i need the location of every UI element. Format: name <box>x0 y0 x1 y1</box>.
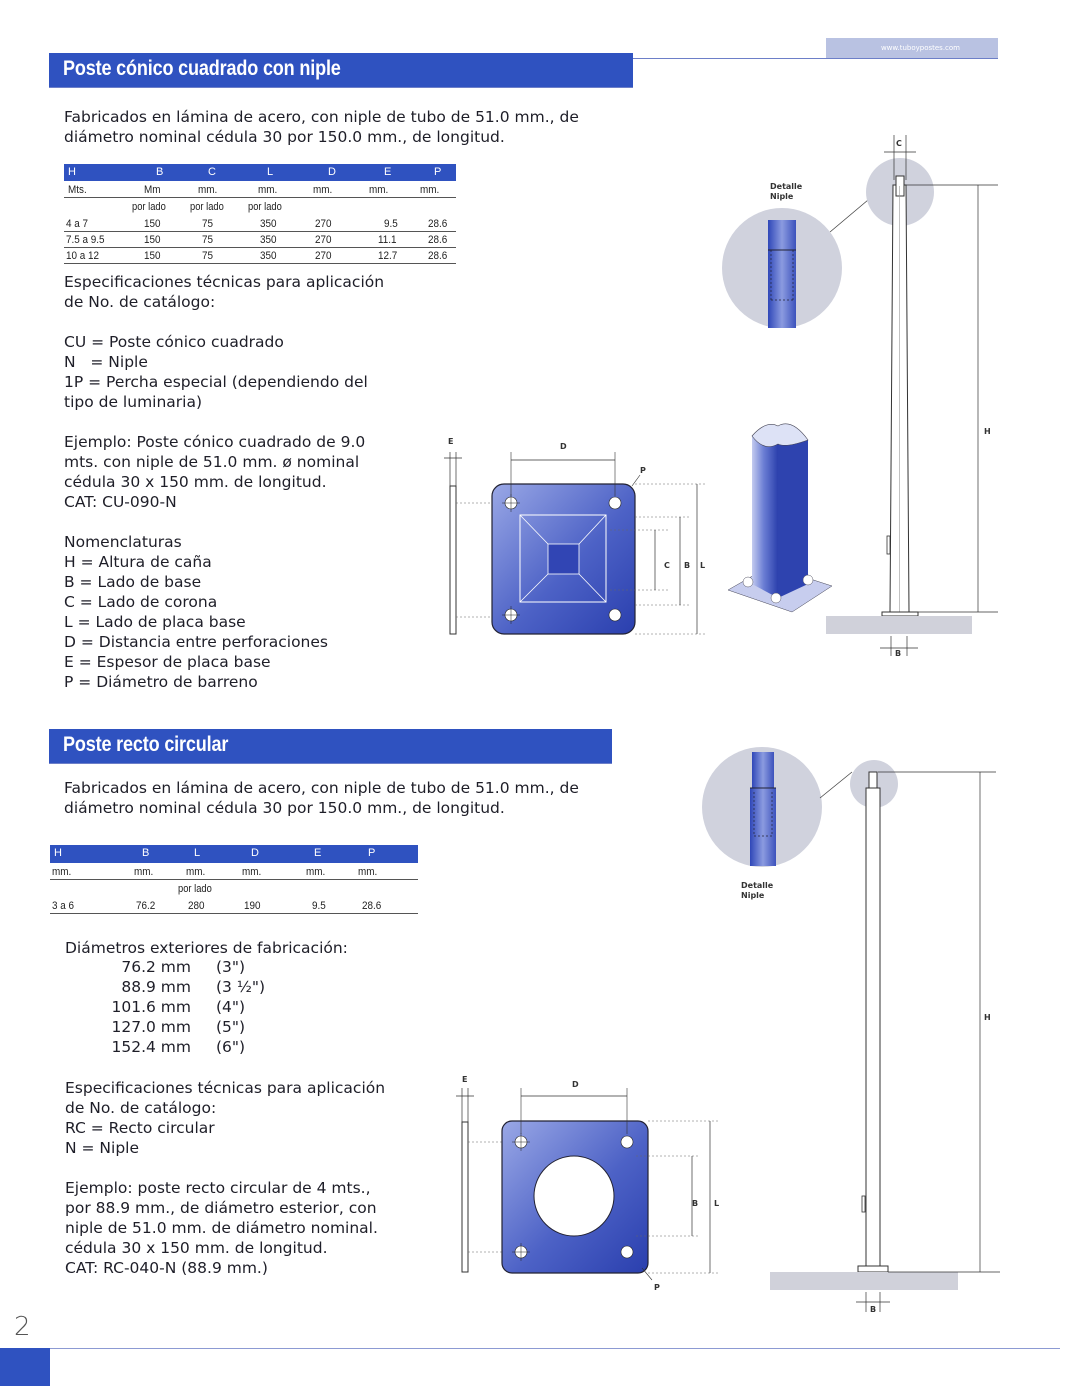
table-cell: 150 <box>144 250 161 262</box>
diameter-inch: (3") <box>216 958 246 976</box>
diameter-inch: (4") <box>216 998 246 1016</box>
table-divider <box>64 263 456 264</box>
header-e: E <box>314 847 322 859</box>
diameter-inch: (3 ½") <box>216 978 266 996</box>
table-cell: 350 <box>260 250 277 262</box>
table-cell: 75 <box>202 250 214 262</box>
unit-cell: mm. <box>420 184 440 196</box>
niple-detail <box>768 220 796 328</box>
unit-cell: mm. <box>358 866 378 878</box>
table-cell: 28.6 <box>428 234 448 246</box>
dim-d-label: D <box>560 442 567 451</box>
section1-spec-table <box>64 164 456 268</box>
header-d: D <box>328 166 336 178</box>
table-divider <box>50 879 418 880</box>
header-e: E <box>384 166 392 178</box>
plate-side <box>462 1122 468 1272</box>
unit-cell: mm. <box>52 866 72 878</box>
unit-cell: Mm <box>144 184 161 196</box>
circular-pole <box>866 788 880 1266</box>
section2-title: Poste recto circular <box>49 729 612 763</box>
dim-l-label: L <box>714 1199 720 1208</box>
header-b: B <box>156 166 164 178</box>
dim-b-label: B <box>895 649 902 658</box>
diameter-inch: (5") <box>216 1018 246 1036</box>
diameter-inch: (6") <box>216 1038 246 1056</box>
table-cell: 270 <box>315 250 332 262</box>
section1-drawings <box>440 120 1020 680</box>
table-cell: 11.1 <box>378 234 397 246</box>
table-header-row <box>50 845 418 863</box>
table-cell: 150 <box>144 234 161 246</box>
ground <box>770 1272 958 1290</box>
subunit-cell: por lado <box>248 201 282 213</box>
dim-b2-label: B <box>684 561 691 570</box>
footer-rule <box>50 1348 1060 1349</box>
section1-intro: Fabricados en lámina de acero, con niple de tubo de 51.0 mm., de diámetro nominal cédula 30 por 150.0 mm., de longitud. <box>64 108 579 146</box>
unit-cell: mm. <box>369 184 389 196</box>
section1-codes: CU = Poste cónico cuadrado N = Niple 1P = Percha especial (dependiendo del tipo de luminaria) <box>64 333 368 411</box>
dim-l-label: L <box>700 561 706 570</box>
section1-title: Poste cónico cuadrado con niple <box>49 53 633 87</box>
ground <box>826 616 972 634</box>
diameter-list <box>0 958 300 1062</box>
unit-cell: Mts. <box>68 184 87 196</box>
table-cell: 12.7 <box>378 250 398 262</box>
unit-cell: mm. <box>313 184 333 196</box>
table-cell: 9.5 <box>384 218 398 230</box>
dim-h-label: H <box>984 427 991 436</box>
diameter-mm: 76.2 mm <box>121 958 191 976</box>
subunit-cell: por lado <box>190 201 224 213</box>
table-divider <box>50 913 418 914</box>
table-cell: 270 <box>315 234 332 246</box>
table-cell: 9.5 <box>312 900 326 912</box>
section2-intro: Fabricados en lámina de acero, con niple de tubo de 51.0 mm., de diámetro nominal cédula 30 por 150.0 mm., de longitud. <box>64 779 579 817</box>
table-cell: 76.2 <box>136 900 156 912</box>
dim-d-label: D <box>572 1080 579 1089</box>
table-cell: 28.6 <box>428 250 448 262</box>
table-cell: 3 a 6 <box>52 900 75 912</box>
page-number: 2 <box>14 1312 31 1342</box>
section1-spec: Especificaciones técnicas para aplicación de No. de catálogo: <box>64 273 385 311</box>
unit-cell: mm. <box>258 184 278 196</box>
table-cell: 10 a 12 <box>66 250 100 262</box>
table-cell: 28.6 <box>362 900 382 912</box>
section1-detail-label: Detalle Niple <box>770 182 803 201</box>
header-h: H <box>68 166 76 178</box>
header-l: L <box>194 847 201 859</box>
table-cell: 350 <box>260 234 277 246</box>
plate-side <box>450 486 456 634</box>
table-cell: 75 <box>202 234 214 246</box>
table-divider <box>64 197 456 198</box>
diameter-mm: 88.9 mm <box>121 978 191 996</box>
unit-cell: mm. <box>306 866 326 878</box>
table-cell: 4 a 7 <box>66 218 89 230</box>
header-p: P <box>368 847 376 859</box>
unit-cell: mm. <box>186 866 206 878</box>
table-header-row <box>64 164 456 181</box>
subunit-cell: por lado <box>132 201 166 213</box>
header-rule <box>630 58 998 59</box>
dim-p-label: P <box>654 1283 660 1292</box>
dim-e-label: E <box>462 1075 468 1084</box>
section2-diam-title: Diámetros exteriores de fabricación: <box>65 939 348 957</box>
table-cell: 7.5 a 9.5 <box>66 234 105 246</box>
section1-nomenclature: Nomenclaturas H = Altura de caña B = Lado de base C = Lado de corona L = Lado de placa base D = Distancia entre perforaciones E = Espesor de placa base P = Diámetro de barreno <box>64 533 328 691</box>
section1-title-rule <box>49 87 633 88</box>
dim-p-label: P <box>640 466 646 475</box>
diameter-mm: 152.4 mm <box>111 1038 191 1056</box>
table-cell: 28.6 <box>428 218 448 230</box>
subunit-cell: por lado <box>178 883 212 895</box>
dim-h-label: H <box>984 1013 991 1022</box>
unit-cell: mm. <box>134 866 154 878</box>
header-l: L <box>267 166 274 178</box>
diameter-mm: 127.0 mm <box>111 1018 191 1036</box>
website-url: www.tuboypostes.com <box>826 38 998 58</box>
table-cell: 350 <box>260 218 277 230</box>
header-d: D <box>251 847 259 859</box>
section2-example: Ejemplo: poste recto circular de 4 mts., por 88.9 mm., de diámetro esterior, con niple de 51.0 mm. de diámetro nominal. cédula 30 x 150 mm. de longitud. CAT: RC-040-N (88.9 mm.) <box>65 1179 378 1277</box>
diameter-mm: 101.6 mm <box>111 998 191 1016</box>
table-cell: 150 <box>144 218 161 230</box>
header-h: H <box>54 847 62 859</box>
section2-spec: Especificaciones técnicas para aplicación de No. de catálogo: RC = Recto circular N = Niple <box>65 1079 386 1157</box>
dim-c2-label: C <box>664 561 670 570</box>
dim-b-label: B <box>870 1305 877 1314</box>
table-cell: 190 <box>244 900 261 912</box>
dim-b2-label: B <box>692 1199 699 1208</box>
table-cell: 75 <box>202 218 214 230</box>
footer-accent-block <box>0 1348 50 1386</box>
header-b: B <box>142 847 150 859</box>
table-cell: 280 <box>188 900 205 912</box>
dim-c-label: C <box>896 139 902 148</box>
section2-detail-label: Detalle Niple <box>741 881 774 900</box>
unit-cell: mm. <box>198 184 218 196</box>
section2-spec-table <box>50 845 418 915</box>
section2-drawings <box>450 740 1010 1320</box>
dim-e-label: E <box>448 437 454 446</box>
section1-example: Ejemplo: Poste cónico cuadrado de 9.0 mts. con niple de 51.0 mm. ø nominal cédula 30 x 150 mm. de longitud. CAT: CU-090-N <box>64 433 366 511</box>
header-p: P <box>434 166 442 178</box>
table-divider <box>64 247 456 248</box>
header-c: C <box>208 166 216 178</box>
unit-cell: mm. <box>242 866 262 878</box>
table-divider <box>64 231 456 232</box>
table-cell: 270 <box>315 218 332 230</box>
